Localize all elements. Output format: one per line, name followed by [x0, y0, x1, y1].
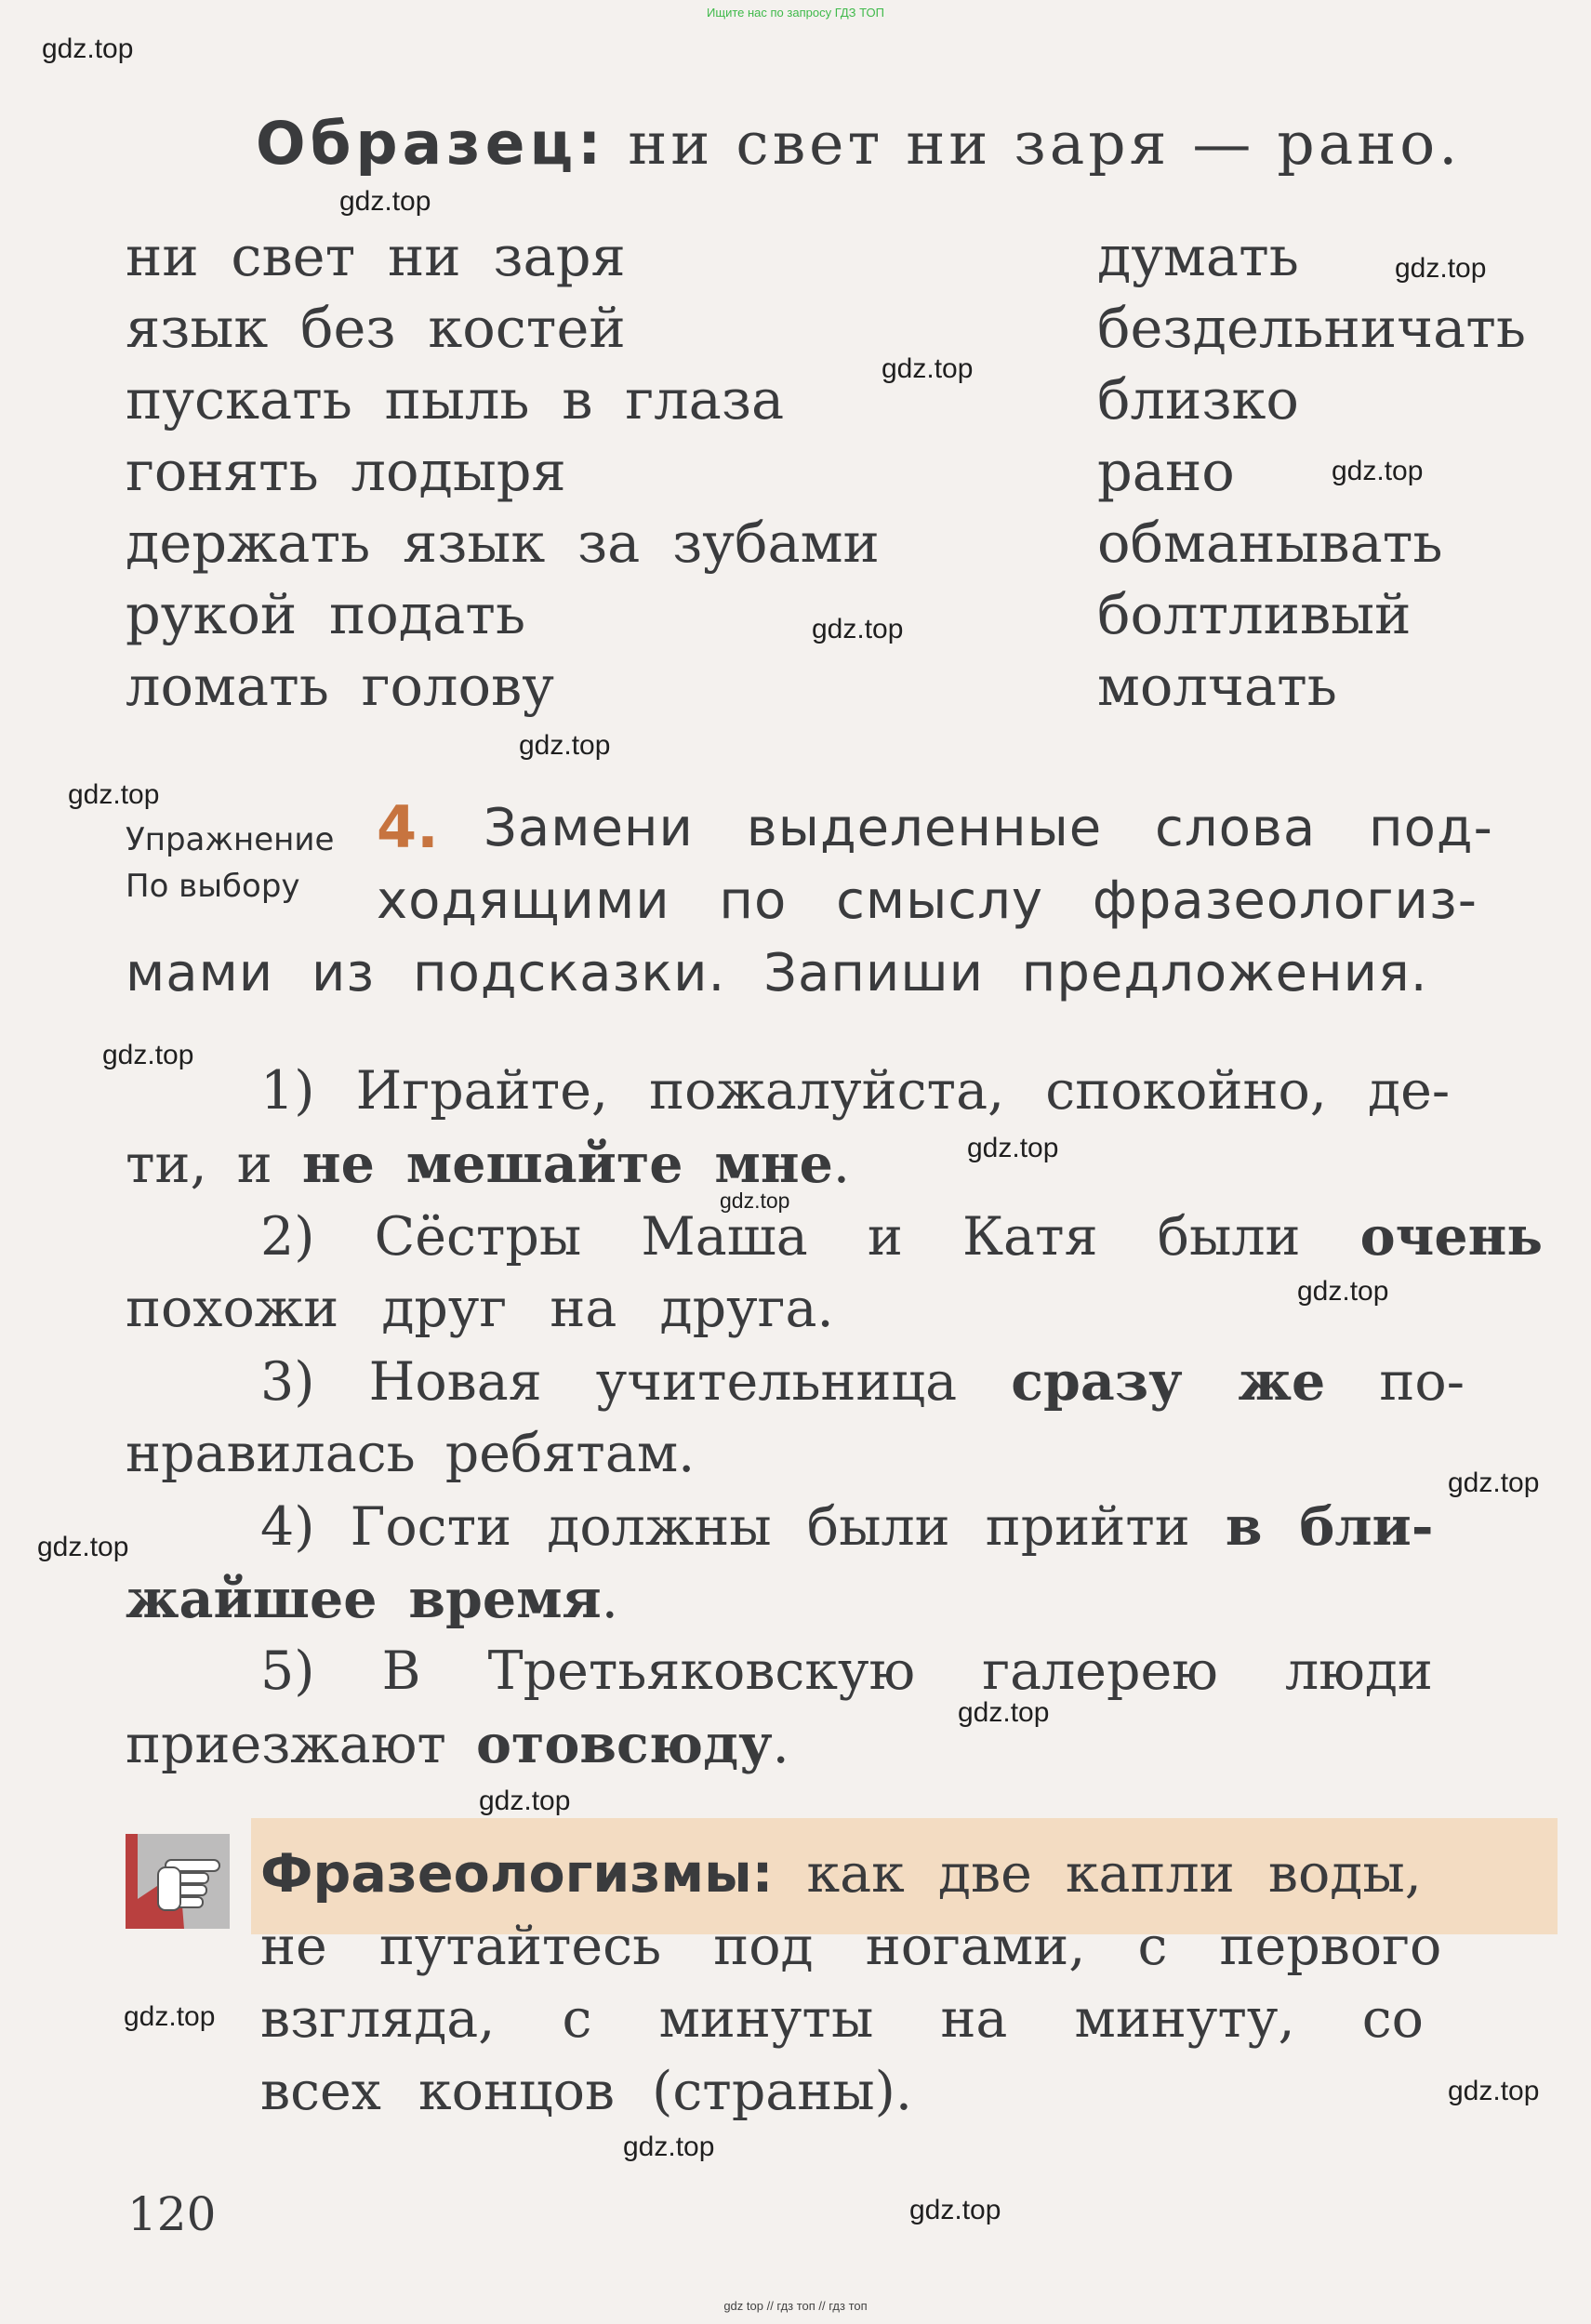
watermark: gdz.top [1395, 253, 1487, 284]
sentence-text: 3) Новая учительница [260, 1351, 1012, 1413]
sentence-text: 2) Сёстры Маша и Катя были [260, 1206, 1360, 1268]
meaning-item: рано [1097, 439, 1235, 503]
watermark: gdz.top [958, 1697, 1050, 1728]
sentence-text: . [601, 1569, 618, 1630]
sentence-3-line2: нравилась ребятам. [126, 1423, 696, 1484]
sentence-4-line1 [260, 1495, 1433, 1558]
hint-text: как две капли воды, [773, 1843, 1422, 1905]
sentence-text: . [832, 1134, 851, 1195]
meaning-item: бездельничать [1097, 296, 1527, 360]
meaning-item: думать [1097, 224, 1299, 288]
exercise-task-line1: Замени выделенные слова под- [484, 798, 1493, 858]
page-number: 120 [127, 2187, 217, 2241]
sentence-highlight: отовсюду [476, 1713, 773, 1775]
sample-label: Образец: [256, 110, 606, 178]
sentence-5-line1: 5) В Третьяковскую галерею люди [260, 1640, 1433, 1702]
hint-line3: взгляда, с минуты на минуту, со [260, 1988, 1424, 2050]
watermark: gdz.top [909, 2195, 1001, 2225]
meaning-item: молчать [1097, 654, 1337, 718]
watermark: gdz.top [68, 779, 160, 810]
phrases-column [126, 220, 880, 722]
watermark: gdz.top [339, 186, 431, 217]
watermark: gdz.top [720, 1189, 790, 1213]
exercise-number: 4. [377, 793, 439, 861]
sample-line [256, 110, 1461, 178]
sentence-1-line2 [126, 1133, 850, 1195]
phrase-item: гонять лодыря [126, 439, 566, 503]
meaning-item: болтливый [1097, 582, 1412, 646]
sentence-highlight: очень [1359, 1205, 1544, 1268]
watermark: gdz.top [812, 614, 904, 644]
exercise-label [126, 817, 334, 910]
watermark: gdz.top [124, 2001, 216, 2032]
sentence-text: ти, и [126, 1134, 302, 1195]
watermark: gdz.top [42, 33, 134, 64]
sentence-text: по- [1325, 1351, 1465, 1413]
sentence-highlight: жайшее время [126, 1568, 602, 1630]
hint-line4: всех концов (страны). [260, 2061, 913, 2122]
meaning-item: обманывать [1097, 511, 1443, 575]
watermark: gdz.top [1297, 1276, 1389, 1307]
meanings-column [1097, 220, 1526, 722]
hint-line2: не путайтесь под ногами, с первого [260, 1916, 1442, 1977]
watermark: gdz.top [37, 1532, 129, 1562]
sentence-text: 4) Гости должны были прийти [260, 1496, 1226, 1558]
watermark: gdz.top [479, 1786, 571, 1816]
watermark: gdz.top [519, 730, 611, 761]
phrase-item: рукой подать [126, 582, 526, 646]
watermark: gdz.top [882, 353, 974, 384]
watermark: gdz.top [967, 1133, 1059, 1163]
exercise-task-line2: ходящими по смыслу фразеологиз- [377, 870, 1478, 931]
phrase-item: язык без костей [126, 296, 626, 360]
sentence-3-line1 [260, 1350, 1465, 1413]
exercise-task-line3: мами из подсказки. Запиши предложения. [126, 943, 1428, 1003]
sentence-text: . [772, 1714, 789, 1775]
hint-label: Фразеологизмы: [260, 1843, 774, 1905]
pointing-hand-icon [138, 1834, 230, 1929]
phrase-item: ни свет ни заря [126, 224, 626, 288]
hint-line1 [260, 1843, 1422, 1905]
sentence-highlight: в бли- [1225, 1495, 1434, 1558]
meaning-item: близко [1097, 367, 1299, 432]
watermark: gdz.top [623, 2131, 715, 2162]
bottom-banner: gdz top // гдз топ // гдз топ [723, 2299, 868, 2313]
top-banner: Ищите нас по запросу ГДЗ ТОП [707, 6, 884, 20]
sentence-2-line2: похожи друг на друга. [126, 1278, 834, 1339]
sentence-highlight: не мешайте мне [301, 1133, 833, 1195]
phrase-item: держать язык за зубами [126, 511, 880, 575]
phrase-item: пускать пыль в глаза [126, 367, 785, 432]
sentence-5-line2 [126, 1713, 789, 1775]
exercise-label-line2: По выбору [126, 868, 300, 905]
watermark: gdz.top [1448, 1467, 1540, 1498]
sentence-2-line1 [260, 1205, 1543, 1268]
exercise-label-line1: Упражнение [126, 821, 335, 858]
watermark: gdz.top [1332, 456, 1424, 486]
sentence-1-line1: 1) Играйте, пожалуйста, спокойно, де- [260, 1060, 1451, 1122]
sentence-text: приезжают [126, 1714, 476, 1775]
sentence-4-line2 [126, 1568, 618, 1630]
phrase-item: ломать голову [126, 654, 554, 718]
watermark: gdz.top [1448, 2076, 1540, 2106]
sentence-highlight: сразу же [1011, 1350, 1326, 1413]
watermark: gdz.top [102, 1040, 194, 1070]
sample-text: ни свет ни заря — рано. [628, 110, 1462, 178]
